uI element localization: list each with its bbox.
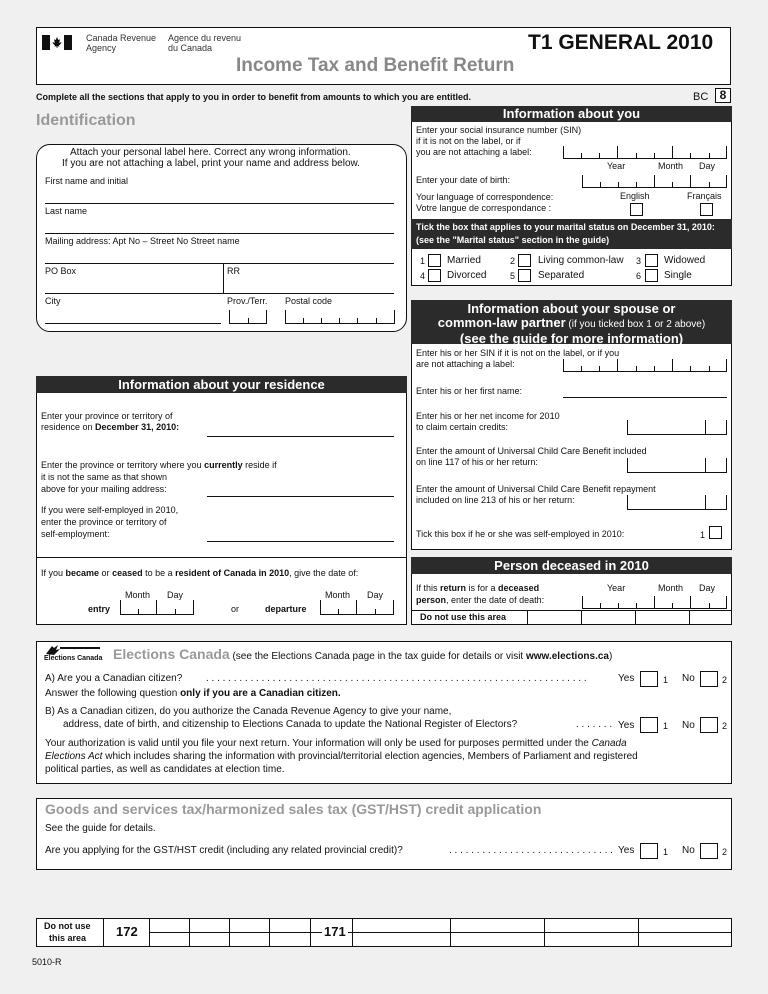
spouse-title-2b: (if you ticked box 1 or 2 above) [565, 319, 706, 330]
identification-title: Identification [36, 112, 136, 129]
footer-cell [189, 918, 190, 947]
po-box-label: PO Box [45, 266, 77, 276]
last-name-label: Last name [45, 206, 88, 216]
authorization-text-3: political parties, as well as candidates at election time. [45, 764, 285, 775]
sin-label-2: if it is not on the label, or if [416, 136, 521, 146]
gst-yes-num: 1 [663, 847, 669, 857]
auth-2a: Elections Act [45, 751, 103, 762]
authorize-yes-checkbox[interactable] [640, 717, 658, 733]
postal-tick [339, 318, 340, 324]
authorize-yes-num: 1 [663, 721, 669, 731]
agency-fr-line2: du Canada [168, 43, 213, 53]
became-a: If you [41, 568, 66, 578]
citizen-dots: . . . . . . . . . . . . . . . . . . . . . . . . . . . . . . . . . . . . . . . . . . . . . . . . . . . . . . . . . . . . . . . . . . . . . [206, 673, 587, 684]
footer-mid-line [149, 932, 732, 933]
gst-see-guide: See the guide for details. [45, 823, 156, 834]
citizen-yes-label: Yes [618, 673, 635, 684]
agency-en-line1: Canada Revenue [86, 33, 157, 43]
spouse-sin-tick [581, 366, 582, 372]
spouse-first-name-field[interactable] [563, 397, 727, 398]
cents-separator [705, 458, 706, 473]
citizen-question: A) Are you a Canadian citizen? [45, 673, 183, 684]
dob-separator [690, 175, 691, 188]
sin-tick [690, 153, 691, 159]
prov-label: Prov./Terr. [227, 296, 268, 306]
death-date-separator [690, 596, 691, 609]
gst-no-checkbox[interactable] [700, 843, 718, 859]
dob-tick [618, 182, 619, 188]
entry-date-field[interactable] [120, 600, 194, 615]
single-checkbox[interactable] [645, 269, 658, 282]
dob-tick [709, 182, 710, 188]
death-date-tick [618, 603, 619, 609]
deceased-cell [635, 610, 636, 625]
spouse-uccb-field[interactable] [627, 458, 727, 473]
death-date-tick [600, 603, 601, 609]
auth-1a: Your authorization is valid until you file your next return. Your information will only be used for purposes permitted under the [45, 738, 592, 749]
sin-tick [654, 153, 655, 159]
footer-code-171: 171 [324, 924, 346, 939]
residence-q3-3: self-employment: [41, 529, 110, 539]
authorize-yes-label: Yes [618, 720, 635, 731]
status-num-4: 4 [420, 271, 426, 281]
married-checkbox[interactable] [428, 254, 441, 267]
footer-do-not-use-2: this area [49, 933, 87, 943]
postal-tick [376, 318, 377, 324]
mailing-address-field[interactable] [45, 263, 394, 264]
entry-label: entry [88, 604, 111, 614]
deceased-cell [689, 610, 690, 625]
divorced-checkbox[interactable] [428, 269, 441, 282]
status-num-1: 1 [420, 256, 426, 266]
sin-label-3: you are not attaching a label: [416, 147, 532, 157]
status-married: Married [447, 255, 481, 266]
english-checkbox[interactable] [630, 203, 643, 216]
became-f: resident of Canada in 2010 [175, 568, 290, 578]
residence-province-field[interactable] [207, 436, 394, 437]
deceased-2a: person [416, 595, 447, 605]
citizen-yes-checkbox[interactable] [640, 671, 658, 687]
status-num-5: 5 [510, 271, 516, 281]
deceased-day-label: Day [699, 583, 716, 593]
residence-q2-1 [41, 460, 277, 470]
date-tick [175, 609, 176, 615]
citizen-no-label: No [682, 673, 695, 684]
answer-a: Answer the following question [45, 688, 181, 699]
postal-tick [321, 318, 322, 324]
cents-separator [705, 420, 706, 435]
residence-q3-2: enter the province or territory of [41, 517, 167, 527]
english-label: English [620, 191, 650, 201]
province-number: 8 [715, 88, 731, 103]
footer-cell [638, 918, 639, 947]
postal-tick [357, 318, 358, 324]
citizen-yes-num: 1 [663, 675, 669, 685]
date-separator [156, 600, 157, 615]
date-separator [356, 600, 357, 615]
form-title: T1 GENERAL 2010 [528, 31, 714, 54]
elections-title: Elections Canada [113, 646, 230, 662]
separated-checkbox[interactable] [518, 269, 531, 282]
death-date-tick [709, 603, 710, 609]
departure-date-field[interactable] [320, 600, 394, 615]
label-instruction-2: If you are not attaching a label, print your name and address below. [62, 158, 360, 169]
footer-do-not-use-1: Do not use [44, 921, 91, 931]
self-employment-province-field[interactable] [207, 541, 394, 542]
spouse-sin-tick [636, 366, 637, 372]
deceased-row-line [411, 610, 732, 611]
date-tick [138, 609, 139, 615]
answer-b: only if you are a Canadian citizen. [180, 688, 341, 699]
footer-code-172: 172 [116, 924, 138, 939]
mailing-address-label: Mailing address: Apt No – Street No Street name [45, 236, 240, 246]
common-law-checkbox[interactable] [518, 254, 531, 267]
spouse-uccb-label-2: on line 117 of his or her return: [416, 457, 538, 467]
auth-2b: which includes sharing the information with provincial/territorial election agencies, Members of Parliament and registered [102, 751, 638, 762]
dob-tick [636, 182, 637, 188]
spouse-sin-tick [599, 366, 600, 372]
status-divorced: Divorced [447, 270, 487, 281]
about-you-header: Information about you [411, 106, 732, 122]
authorize-question-1: B) As a Canadian citizen, do you authorize the Canada Revenue Agency to give your name, [45, 706, 452, 717]
cents-separator [705, 495, 706, 510]
residence-q1-1: Enter your province or territory of [41, 411, 173, 421]
answer-only-if [45, 688, 341, 699]
deceased-1d: deceased [498, 583, 540, 593]
spouse-uccb-rep-field[interactable] [627, 495, 727, 510]
spouse-title-1: Information about your spouse or [467, 301, 676, 316]
residence-q1-2a: residence on [41, 422, 96, 432]
death-date-tick [636, 603, 637, 609]
entry-month-label: Month [125, 590, 151, 600]
spouse-self-employed-label: Tick this box if he or she was self-employed in 2010: [416, 529, 625, 539]
departure-month-label: Month [325, 590, 351, 600]
sin-tick [581, 153, 582, 159]
status-common-law: Living common-law [538, 255, 624, 266]
postal-code-field[interactable] [285, 310, 395, 324]
spouse-sin-separator [672, 359, 673, 372]
date-tick [338, 609, 339, 615]
residence-q2-3: above for your mailing address: [41, 484, 167, 494]
language-label-fr: Votre langue de correspondance : [416, 203, 552, 213]
gst-no-num: 2 [722, 847, 728, 857]
gst-yes-label: Yes [618, 845, 635, 856]
became-e: to be a [142, 568, 176, 578]
residence-divider [36, 557, 407, 558]
elections-note-c: ) [609, 651, 613, 662]
spouse-header [411, 300, 732, 344]
current-province-field[interactable] [207, 496, 394, 497]
authorize-no-label: No [682, 720, 695, 731]
residence-q2-2: it is not the same as that shown [41, 472, 168, 482]
agency-en-line2: Agency [86, 43, 117, 53]
deceased-1b: return [440, 583, 467, 593]
footer-cell [544, 918, 545, 947]
residence-became-text [41, 568, 358, 578]
citizen-no-num: 2 [722, 675, 728, 685]
spouse-uccb-label-1: Enter the amount of Universal Child Care Benefit included [416, 446, 647, 456]
footer-cell [269, 918, 270, 947]
footer-cell [229, 918, 230, 947]
province-code: BC [693, 91, 709, 103]
marital-instruction-2: (see the "Marital status" section in the guide) [416, 235, 610, 245]
deceased-month-label: Month [658, 583, 684, 593]
spouse-sin-tick [709, 366, 710, 372]
spouse-title-3: (see the guide for more information) [459, 331, 684, 346]
gst-question: Are you applying for the GST/HST credit (including any related provincial credit)? [45, 845, 403, 856]
departure-label: departure [265, 604, 307, 614]
sin-tick [636, 153, 637, 159]
spouse-sin-field[interactable] [563, 359, 727, 372]
entry-day-label: Day [167, 590, 184, 600]
residence-q1-2b: December 31, 2010: [95, 422, 180, 432]
status-num-3: 3 [636, 256, 642, 266]
authorize-dots: . . . . . . . [576, 719, 613, 730]
spouse-sin-label-2: are not attaching a label: [416, 359, 515, 369]
elections-title-row [113, 646, 612, 662]
francais-label: Français [687, 191, 722, 201]
francais-checkbox[interactable] [700, 203, 713, 216]
dob-separator [654, 175, 655, 188]
dob-label: Enter your date of birth: [416, 175, 511, 185]
became-c: or [99, 568, 113, 578]
dob-tick [600, 182, 601, 188]
or-label: or [231, 604, 240, 614]
deceased-line-1 [416, 583, 539, 593]
spouse-sin-separator [617, 359, 618, 372]
footer-cell [352, 918, 353, 947]
footer-cell [450, 918, 451, 947]
became-d: ceased [112, 568, 143, 578]
spouse-self-employed-num: 1 [700, 530, 706, 540]
language-label-en: Your language of correspondence: [416, 192, 554, 202]
became-b: became [65, 568, 100, 578]
form-number: 5010-R [32, 957, 62, 967]
footer-cell [103, 918, 104, 947]
spouse-uccb-rep-label-2: included on line 213 of his or her return: [416, 495, 575, 505]
residence-q2-1b: currently [204, 460, 243, 470]
gst-title: Goods and services tax/harmonized sales tax (GST/HST) credit application [45, 801, 542, 817]
first-name-label: First name and initial [45, 176, 129, 186]
widowed-checkbox[interactable] [645, 254, 658, 267]
deceased-year-label: Year [607, 583, 626, 593]
sin-separator [617, 146, 618, 159]
residence-q2-1a: Enter the province or territory where you [41, 460, 205, 470]
deceased-2b: , enter the date of death: [446, 595, 545, 605]
deceased-line-2 [416, 595, 544, 605]
residence-q2-1c: reside if [242, 460, 277, 470]
deceased-cell [581, 610, 582, 625]
death-date-tick [672, 603, 673, 609]
dob-month-label: Month [658, 161, 684, 171]
authorize-question-2: address, date of birth, and citizenship to Elections Canada to update the National Register of Electors? [63, 719, 518, 730]
rr-label: RR [227, 266, 240, 276]
authorize-no-num: 2 [722, 721, 728, 731]
spouse-sin-tick [654, 366, 655, 372]
deceased-header: Person deceased in 2010 [411, 557, 732, 574]
city-label: City [45, 296, 61, 306]
spouse-net-income-label-1: Enter his or her net income for 2010 [416, 411, 560, 421]
po-rr-divider [223, 263, 224, 293]
authorize-no-checkbox[interactable] [700, 717, 718, 733]
spouse-net-income-field[interactable] [627, 420, 727, 435]
authorization-text-2 [45, 751, 638, 762]
residence-header: Information about your residence [36, 376, 407, 393]
sin-tick [709, 153, 710, 159]
postal-tick [303, 318, 304, 324]
first-name-field[interactable] [45, 203, 394, 204]
deceased-cell [527, 610, 528, 625]
spouse-title-2 [411, 316, 732, 332]
status-num-2: 2 [510, 256, 516, 266]
sin-field[interactable] [563, 146, 727, 159]
gst-yes-checkbox[interactable] [640, 843, 658, 859]
spouse-net-income-label-2: to claim certain credits: [416, 422, 509, 432]
deceased-1c: is for a [466, 583, 499, 593]
instruction-text: Complete all the sections that apply to you in order to benefit from amounts to which you are entitled. [36, 92, 472, 102]
canada-flag-icon [42, 35, 72, 50]
label-instruction-1: Attach your personal label here. Correct any wrong information. [70, 147, 351, 158]
gst-no-label: No [682, 845, 695, 856]
elections-note-a: (see the Elections Canada page in the tax guide for details or visit [229, 651, 526, 662]
elections-logo-text: Elections Canada [44, 655, 103, 662]
city-field[interactable] [45, 323, 221, 324]
last-name-field[interactable] [45, 233, 394, 234]
spouse-sin-tick [690, 366, 691, 372]
elections-note-b: www.elections.ca [526, 651, 609, 662]
citizen-no-checkbox[interactable] [700, 671, 718, 687]
marital-instruction-1: Tick the box that applies to your marital status on December 31, 2010: [416, 222, 715, 232]
status-single: Single [664, 270, 692, 281]
sin-label-1: Enter your social insurance number (SIN) [416, 125, 582, 135]
dob-tick [672, 182, 673, 188]
auth-1b: Canada [591, 738, 627, 749]
spouse-self-employed-checkbox[interactable] [709, 526, 722, 539]
status-separated: Separated [538, 270, 585, 281]
status-num-6: 6 [636, 271, 642, 281]
spouse-sin-label-1: Enter his or her SIN if it is not on the label, or if you [416, 348, 620, 358]
spouse-first-name-label: Enter his or her first name: [416, 386, 523, 396]
spouse-title-2a: common-law partner [437, 315, 566, 330]
agency-fr-line1: Agence du revenu [168, 33, 242, 43]
deceased-1a: If this [416, 583, 441, 593]
residence-q1-2 [41, 422, 179, 432]
deceased-do-not-use: Do not use this area [420, 612, 507, 622]
death-date-separator [654, 596, 655, 609]
date-tick [375, 609, 376, 615]
dob-day-label: Day [699, 161, 716, 171]
residence-q3-1: If you were self-employed in 2010, [41, 505, 179, 515]
sin-tick [599, 153, 600, 159]
spouse-uccb-rep-label-1: Enter the amount of Universal Child Care Benefit repayment [416, 484, 656, 494]
gst-dots: . . . . . . . . . . . . . . . . . . . . . . . . . . . . . . [449, 845, 613, 856]
dob-year-label: Year [607, 161, 626, 171]
became-g: , give the date of: [289, 568, 359, 578]
authorization-text-1 [45, 738, 627, 749]
footer-cell [310, 918, 311, 947]
sin-separator [672, 146, 673, 159]
status-widowed: Widowed [664, 255, 706, 266]
postal-code-label: Postal code [285, 296, 333, 306]
departure-day-label: Day [367, 590, 384, 600]
prov-tick [248, 318, 249, 324]
po-box-field[interactable] [45, 293, 394, 294]
form-subtitle: Income Tax and Benefit Return [236, 55, 515, 76]
